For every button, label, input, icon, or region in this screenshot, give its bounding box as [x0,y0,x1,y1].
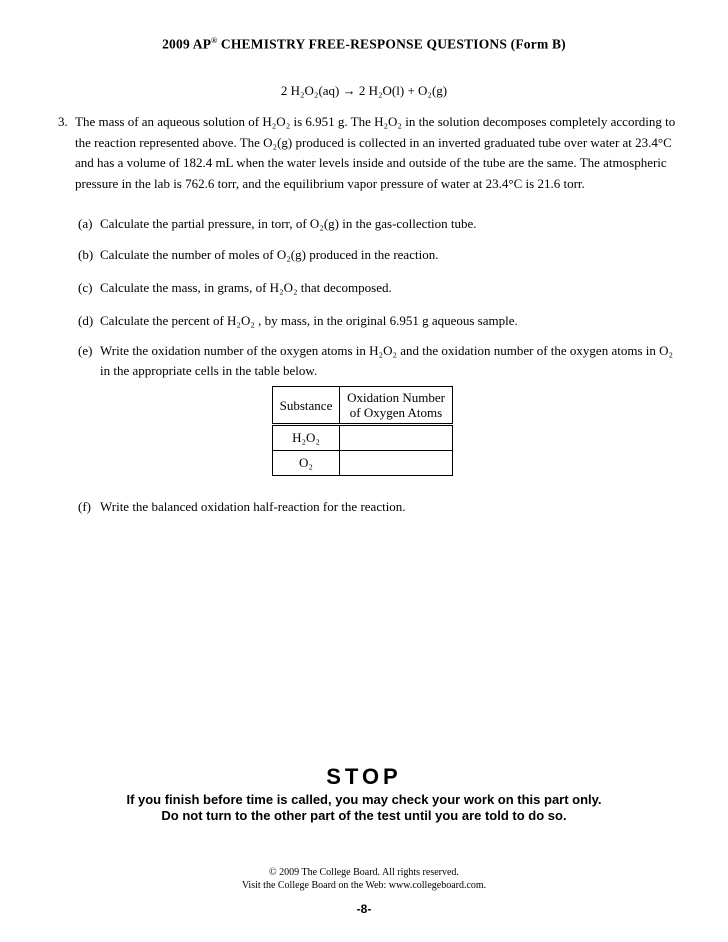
page-header [0,36,728,53]
stop-instruction-2: Do not turn to the other part of the test until you are told to do so. [161,808,567,823]
part-b [78,245,678,265]
table-header-line2: of Oxygen Atoms [349,405,443,420]
part-label: (b) [78,247,94,262]
part-label: (d) [78,313,94,328]
question-text: The mass of an aqueous solution of H₂O₂ is 6.951 g. The H₂O₂ in the solution decomposes completely according to the reaction represented above. The O₂(g) produced is collected in an inverted graduated tube over water at 23.4°C and has a volume of 182.4 mL when the water levels inside and outside of the tube are the same. The atmospheric pressure in the lab is 762.6 torr, and the equilibrium vapor pressure of water at 23.4°C is 21.6 torr. [75,114,676,191]
part-d [78,311,678,331]
header-title-pre: 2009 AP [162,36,212,52]
header-title-post: CHEMISTRY FREE-RESPONSE QUESTIONS (Form B) [217,36,566,52]
part-text: Calculate the partial pressure, in torr, of O₂(g) in the gas-collection tube. [100,216,477,231]
part-text: Write the balanced oxidation half-reaction for the reaction. [100,499,406,514]
registered-mark: ® [211,36,218,45]
substance-cell: H₂O₂ [273,425,340,451]
reaction-equation: 2 H₂O₂(aq) → 2 H₂O(l) + O₂(g) [280,83,448,98]
part-label: (e) [78,343,93,358]
answer-cell[interactable] [340,451,453,476]
question-3 [58,112,678,194]
part-label: (f) [78,499,91,514]
oxidation-table [272,386,453,476]
question-number: 3. [58,114,68,129]
part-text: Calculate the number of moles of O₂(g) produced in the reaction. [100,247,439,262]
stop-instruction-1: If you finish before time is called, you may check your work on this part only. [126,792,602,807]
substance-cell: O₂ [273,451,340,476]
part-label: (a) [78,216,93,231]
part-e [78,341,678,381]
part-label: (c) [78,280,93,295]
page-number: -8- [356,902,372,916]
part-a [78,214,678,234]
website-notice: Visit the College Board on the Web: www.collegeboard.com. [241,880,487,891]
table-header-substance: Substance [273,387,340,425]
table-row [273,451,453,476]
part-text: Calculate the mass, in grams, of H₂O₂ that decomposed. [100,280,392,295]
answer-cell[interactable] [340,425,453,451]
part-text: Write the oxidation number of the oxygen atoms in H₂O₂ and the oxidation number of the oxygen atoms in O₂ in the appropriate cells in the table below. [100,343,674,378]
part-text: Calculate the percent of H₂O₂ , by mass, in the original 6.951 g aqueous sample. [100,313,518,328]
part-c [78,278,678,298]
table-header-oxidation [340,387,453,425]
table-row [273,425,453,451]
stop-heading: STOP [326,764,402,789]
table-header-line1: Oxidation Number [347,390,445,405]
part-f [78,497,678,517]
copyright-notice: © 2009 The College Board. All rights reserved. [269,867,459,878]
